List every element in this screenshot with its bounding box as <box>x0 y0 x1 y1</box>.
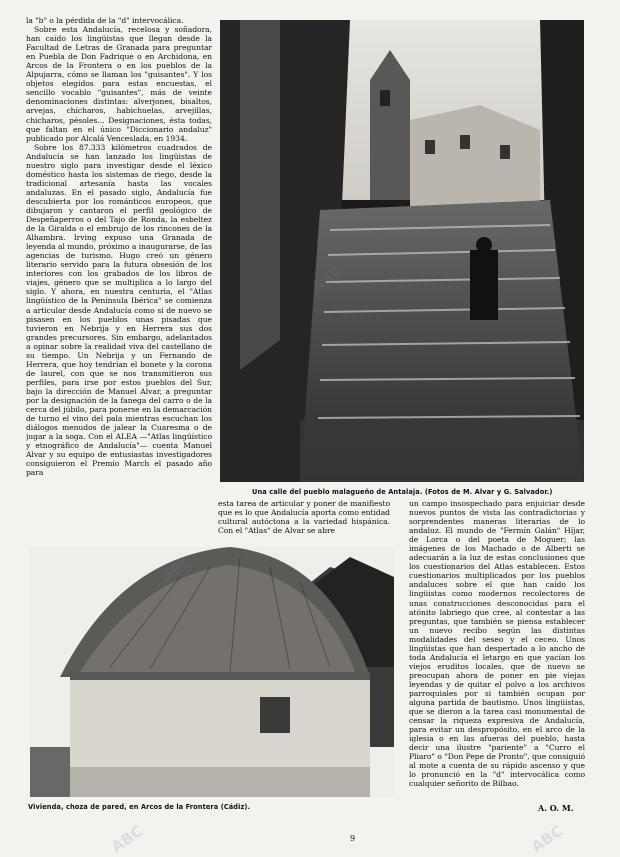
watermark-logo: ABC <box>527 821 567 857</box>
photo-caption-top: Una calle del pueblo malagueño de Antalaja. (Fotos de M. Alvar y G. Salvador.) <box>252 488 553 496</box>
hut-photo-illustration <box>30 547 394 797</box>
article-paragraph: Sobre esta Andalucía, recelosa y soñadora, han caído los lingüistas que llegan desde la Facultad de Letras de Granada para preguntar en Puebla de Don Fadrique o en Archidona, en Arcos de la Frontera o en los pueblos de la Alpujarra, cómo se llaman los "guisantes". Y los objetos elegidos para estas encuestas, el sencillo vocablo "guisantes", más de veinte denominaciones distintas: alverjones, bisaltos, arvejas, chícharos, habichuelas, arvejillas, chicharos, pésoles... Designaciones, ésta todas, que faltan en el único "Diccionario andaluz" publicado por Alcalá Venceslada, en 1934. <box>26 25 212 143</box>
article-paragraph: un campo insospechado para enjuiciar desde nuevos puntos de vista las contradictorias y sorprendentes maneras literarias de lo andaluz. El mundo de "Fermín Galán" Híjar, de Lorca o del poeta de Moguer; las imágenes de los Machado o de Alberti se adecuarán a la luz de estas conclusiones que los cuestionarios del Atlas establecen. Estos cuestionarios multiplicados por los pueblos andaluces sobre el que han caído los lingüistas como modernos recolectores de unas construcciones desconocidas para el atónito labriego que cree, al contestar a las preguntas, que también se piensa establecer un nuevo recibo según las distintas modalidades del seseo y el ceceo. Unos lingüistas que han despertado a lo ancho de toda Andalucía el letargo en que yacían los viejos eruditos locales, que de nuevo se preocupan ahora de poner en pie viejas leyendas y de quitar el polvo a los archivos parroquiales por si también ocupan por alguna partida de bautismo. Unos lingüistas, que se dieron a la tarea casi monumental de censar la riqueza expresiva de Andalucía, para evitar un despropósito, en el arco de la iglesia o en las afueras del pueblo, hasta decir una ilustre "pariente" a "Curro el Pliaro" o "Don Pepe de Pronto", que consiguió al mote a cuenta de su rápido ascenso y que lo pronunció en la "d" intervocálica como cualquier señorito de Bilbao. <box>409 499 585 789</box>
street-photo-illustration <box>220 20 584 482</box>
watermark-logo: ABC <box>107 821 147 857</box>
hut-photo <box>30 547 394 797</box>
article-column-middle <box>218 499 390 545</box>
article-column-right <box>409 499 585 811</box>
page-number: 9 <box>350 834 356 843</box>
photo-caption-bottom: Vivienda, choza de pared, en Arcos de la Frontera (Cádiz). <box>28 803 251 811</box>
article-paragraph: Sobre los 87.333 kilómetros cuadrados de Andalucía se han lanzado los lingüistas de nuestro siglo para investigar desde el léxico doméstico hasta los sistemas de riego, desde la tradicional artesanía hasta las vocales andaluzas. En el pasado siglo, Andalucía fue descubierta por los románticos europeos, que dibujaron y cantaron el perfil geológico de Despeñaperros o del Tajo de Ronda, la esbeltez de la Giralda o el embrujo de los rincones de la Alhambra. Irving expuso una Granada de leyenda al mundo, próximo a inaugurarse, de las agencias de turismo. Hugo creó un género literario servido para la futura obsesión de los interiores con los grabados de los libros de viajes, género que se multiplica a lo largo del siglo. Y ahora, en nuestra centuria, el "Atlas lingüístico de la Península Ibérica" se comienza a articular desde Andalucía como si de nuevo se pisasen en los pueblos unas pisadas que tuvieron en Nebrija y en Herrera sus dos grandes precursores. Sin embargo, adelantados a opinar sobre la realidad viva del castellano de su tiempo. Un Nebrija y un Fernando de Herrera, que hoy tendrían el bonete y la corona de laurel, con que se nos transmitieron sus perfiles, para irse por estos pueblos del Sur, bajo la dirección de Manuel Alvar, a preguntar por la designación de la fanega del carro o de la cerca del júbilo, para ponerse en la demarcación de turno el vino del pala mientras escuchan los diálogos menudos de jalear la Cuaresma o de jugar a la soga. Con el ALEA —"Atlas lingüístico y etnográfico de Andalucía"— cuenta Manuel Alvar y su equipo de entusiastas investigadores consiguieron el Premio March el pasado año para <box>26 142 212 478</box>
street-photo <box>220 20 584 482</box>
article-paragraph: esta tarea de articular y poner de manifiesto que es lo que Andalucía aporta como entidad cultural autóctona a la variedad hispánica. Con el "Atlas" de Alvar se abre <box>218 499 390 536</box>
author-signature: A. O. M. <box>538 803 574 813</box>
article-paragraph: la "b" o la pérdida de la "d" intervocálica. <box>26 16 184 25</box>
article-column-left <box>26 16 212 538</box>
